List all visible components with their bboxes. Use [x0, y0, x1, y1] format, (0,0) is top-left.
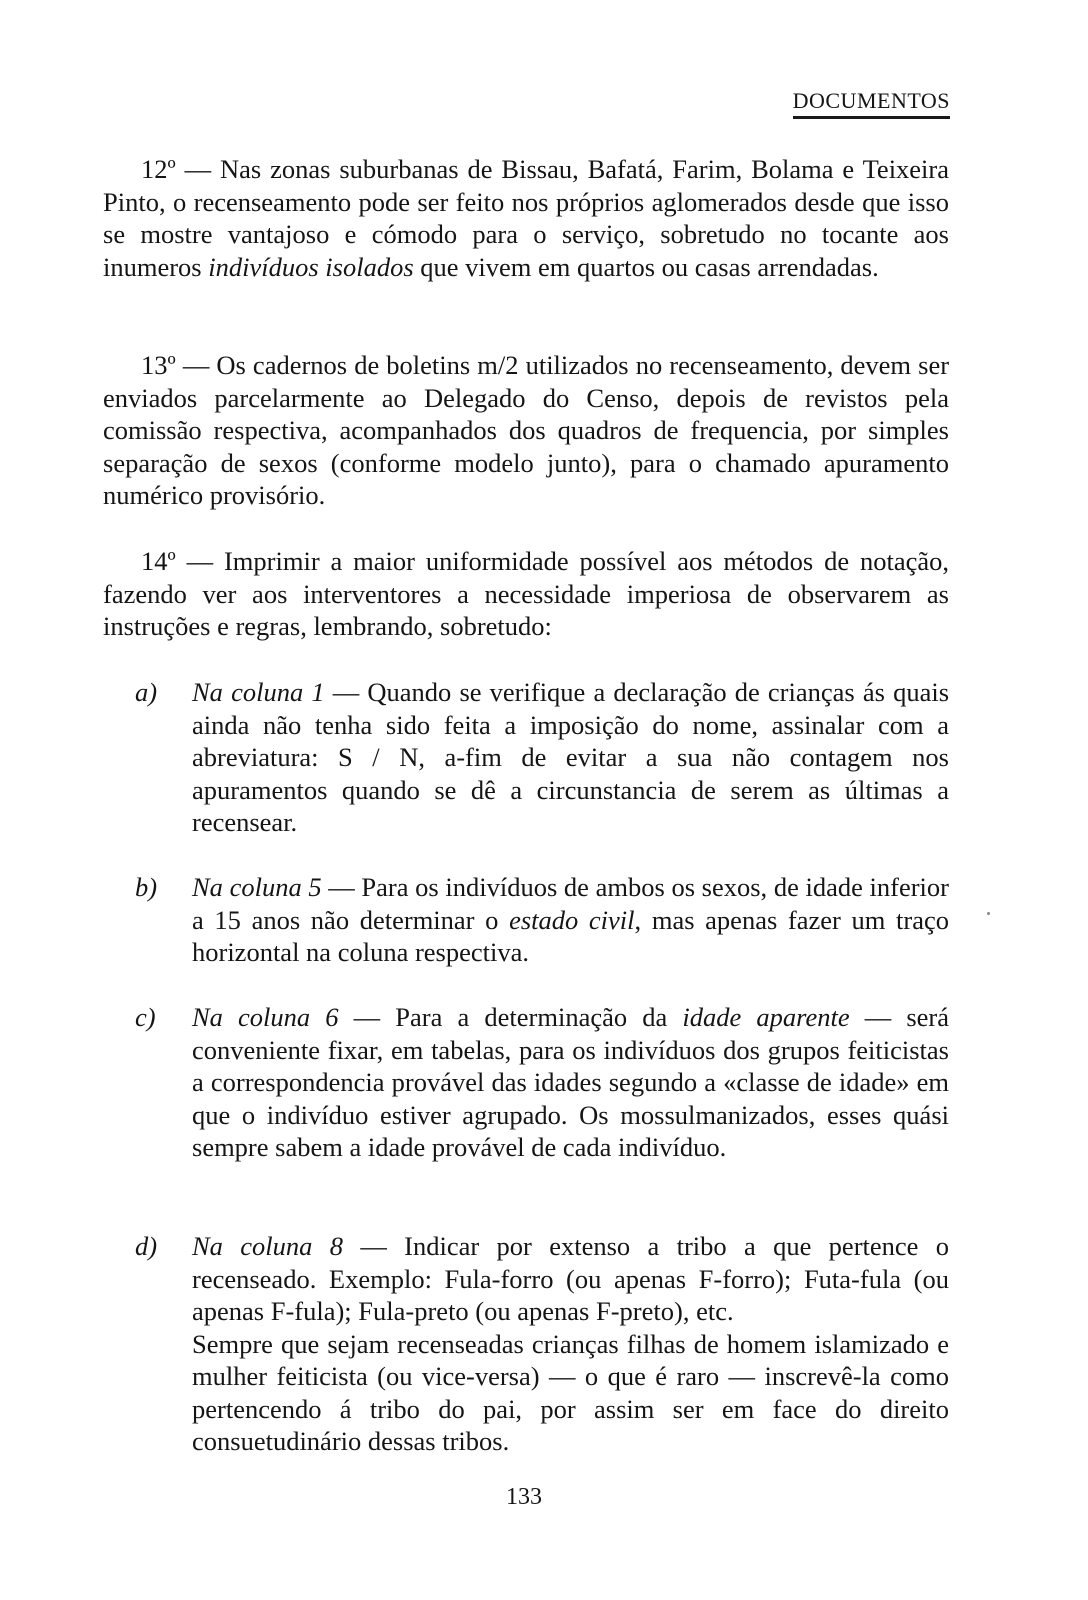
page-number: 133: [506, 1484, 542, 1510]
em-dash: —: [184, 154, 212, 184]
paragraph-text: Os cadernos de boletins m/2 utilizados no recenseamento, devem ser enviados parcelarmente ao Delegado do Censo, depois de revistos pela comissão respectiva, acompanhados dos quadros de frequencia, por simples separação de sexos (conforme modelo junto), para o chamado apuramento numérico provisório.: [103, 350, 950, 510]
list-marker: d): [135, 1231, 158, 1261]
item-continuation-text: Sempre que sejam recenseadas crianças filhas de homem islamizado e mulher feiticista (ou vice-versa) — o que é raro — inscrevê-la como pertencendo á tribo do pai, por assim ser em face do direito consuetudinário dessas tribos.: [192, 1328, 949, 1456]
em-dash: —: [182, 350, 210, 380]
em-dash: —: [186, 546, 214, 576]
item-text: , mas apenas fazer um traço horizontal na coluna respectiva.: [192, 904, 950, 967]
emphasis-text: idade aparente: [682, 1002, 850, 1032]
paragraph-text: Nas zonas suburbanas de Bissau, Bafatá, Farim, Bolama e Teixeira Pinto, o recenseamento pode ser feito nos próprios aglomerados desde que isso se mostre vantajoso e cómodo para o serviço, sobretudo no tocante aos inumeros: [103, 154, 950, 282]
emphasis-text: indivíduos isolados: [208, 251, 414, 282]
paragraph-text: Imprimir a maior uniformidade possível aos métodos de notação, fazendo ver aos interventores a necessidade imperiosa de observarem as instruções e regras, lembrando, sobretudo:: [103, 546, 949, 641]
list-item-c: [135, 1001, 949, 1164]
list-marker: a): [135, 677, 158, 707]
paragraph-number: 12º: [141, 154, 176, 184]
column-label: Na coluna 6: [192, 1002, 339, 1032]
column-label: Na coluna 5: [192, 872, 322, 902]
emphasis-text: estado civil: [509, 904, 635, 935]
section-header: DOCUMENTOS: [793, 88, 950, 119]
paragraph-number: 13º: [141, 350, 176, 380]
em-dash: —: [360, 1231, 387, 1261]
item-text: Para os indivíduos de ambos os sexos, de idade inferior a 15 anos não determinar o: [192, 872, 949, 935]
list-marker: b): [135, 872, 158, 902]
em-dash: —: [353, 1002, 381, 1032]
item-text: Indicar por extenso a tribo a que pertence o recenseado. Exemplo: Fula-forro (ou apenas F-forro); Futa-fula (ou apenas F-fula); Fula-preto (ou apenas F-preto), etc.: [192, 1231, 950, 1326]
scan-artifact-dot: [987, 912, 990, 915]
paragraph-12: [103, 153, 949, 283]
column-label: Na coluna 1: [192, 677, 325, 707]
list-item-d: [135, 1230, 949, 1458]
item-text: — será conveniente fixar, em tabelas, para os indivíduos dos grupos feiticistas a correspondencia provável das idades segundo a «classe de idade» em que o indivíduo estiver agrupado. Os mossulmanizados, esses quási sempre sabem a idade provável de cada indivíduo.: [192, 1002, 949, 1162]
paragraph-14: [103, 545, 949, 643]
paragraph-13: [103, 349, 949, 512]
item-text: Para a determinação da: [395, 1002, 683, 1032]
list-item-a: [135, 676, 949, 839]
paragraph-text: que vivem em quartos ou casas arrendadas.: [413, 251, 879, 282]
item-text: Quando se verifique a declaração de crianças ás quais ainda não tenha sido feita a imposição do nome, assinalar com a abreviatura: S / N, a-fim de evitar a sua não contagem nos apuramentos quando se dê a circunstancia de serem as últimas a recensear.: [192, 677, 950, 837]
em-dash: —: [332, 677, 360, 707]
paragraph-number: 14º: [141, 546, 176, 576]
em-dash: —: [328, 872, 355, 902]
list-item-b: [135, 871, 949, 969]
list-marker: c): [135, 1002, 156, 1032]
column-label: Na coluna 8: [192, 1231, 343, 1261]
